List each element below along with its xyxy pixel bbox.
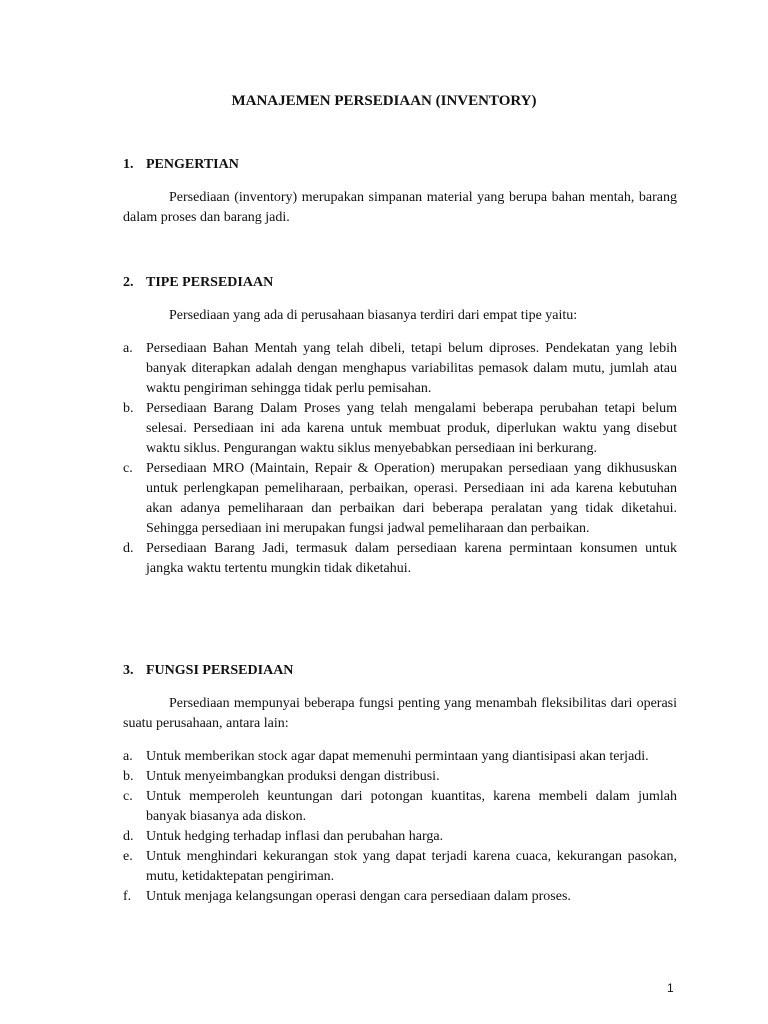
list-marker: b. [123, 401, 134, 416]
list-item-text: Untuk menghindari kekurangan stok yang dapat terjadi karena cuaca, kekurangan pasokan, mutu, ketidaktepatan pengiriman. [146, 849, 677, 884]
section-heading [123, 273, 677, 293]
section-pengertian [123, 155, 677, 228]
list-item [123, 747, 677, 767]
list-item-text: Persediaan Barang Dalam Proses yang telah mengalami beberapa perubahan tetapi belum selesai. Persediaan ini ada karena untuk membuat produk, diperlukan waktu yang disebut waktu siklus. Pengurangan waktu siklus menyebabkan persediaan ini berkurang. [146, 401, 677, 456]
list-item [123, 827, 677, 847]
section-paragraph: Persediaan yang ada di perusahaan biasanya terdiri dari empat tipe yaitu: [169, 308, 578, 323]
list-item [123, 787, 677, 827]
list-marker: c. [123, 461, 133, 476]
section-title: FUNGSI PERSEDIAAN [146, 663, 294, 678]
section-number: 1. [123, 157, 134, 172]
list-item-text: Persediaan MRO (Maintain, Repair & Operation) merupakan persediaan yang dikhususkan untuk perlengkapan pemeliharaan, perbaikan, operasi. Persediaan ini ada karena kebutuhan akan adanya pemeliharaan dan perbaikan dari beberapa peralatan yang tidak diketahui. Sehingga persediaan ini merupakan fungsi jadwal pemeliharaan dan perbaikan. [146, 461, 677, 536]
section-fungsi-persediaan [123, 661, 677, 907]
page-number: 1 [667, 981, 674, 995]
section-title: PENGERTIAN [146, 157, 239, 172]
document-title: MANAJEMEN PERSEDIAAN (INVENTORY) [231, 93, 537, 109]
section-tipe-persediaan [123, 273, 677, 579]
list-item [123, 459, 677, 539]
list-item [123, 767, 677, 787]
section-number: 2. [123, 275, 134, 290]
list-marker: e. [123, 849, 133, 864]
list-marker: a. [123, 749, 133, 764]
list-marker: f. [123, 889, 132, 904]
section-heading [123, 155, 677, 175]
section-paragraph: Persediaan (inventory) merupakan simpanan material yang berupa bahan mentah, barang dalam proses dan barang jadi. [123, 190, 677, 225]
list-marker: b. [123, 769, 134, 784]
list-marker: d. [123, 829, 134, 844]
section-title: TIPE PERSEDIAAN [146, 275, 274, 290]
list-marker: d. [123, 541, 134, 556]
list-marker: c. [123, 789, 133, 804]
list-item-text: Untuk memberikan stock agar dapat memenuhi permintaan yang diantisipasi akan terjadi. [146, 749, 649, 764]
list-item-text: Untuk menyeimbangkan produksi dengan distribusi. [146, 769, 440, 784]
list-item [123, 399, 677, 459]
list-item-text: Untuk menjaga kelangsungan operasi dengan cara persediaan dalam proses. [146, 889, 571, 904]
list-item [123, 887, 677, 907]
list-item-text: Persediaan Barang Jadi, termasuk dalam persediaan karena permintaan konsumen untuk jangka waktu tertentu mungkin tidak diketahui. [146, 541, 677, 576]
section-heading [123, 661, 677, 681]
fungsi-list [123, 747, 677, 907]
list-item [123, 339, 677, 399]
list-item-text: Untuk hedging terhadap inflasi dan perubahan harga. [146, 829, 444, 844]
list-item-text: Untuk memperoleh keuntungan dari potongan kuantitas, karena membeli dalam jumlah banyak biasanya ada diskon. [146, 789, 677, 824]
list-item [123, 847, 677, 887]
section-paragraph: Persediaan mempunyai beberapa fungsi penting yang menambah fleksibilitas dari operasi suatu perusahaan, antara lain: [123, 696, 677, 731]
section-number: 3. [123, 663, 134, 678]
tipe-list [123, 339, 677, 579]
list-marker: a. [123, 341, 133, 356]
list-item [123, 539, 677, 579]
list-item-text: Persediaan Bahan Mentah yang telah dibeli, tetapi belum diproses. Pendekatan yang lebih banyak diterapkan adalah dengan menghapus variabilitas pemasok dalam mutu, jumlah atau waktu pengiriman sehingga tidak perlu pemisahan. [146, 341, 677, 396]
